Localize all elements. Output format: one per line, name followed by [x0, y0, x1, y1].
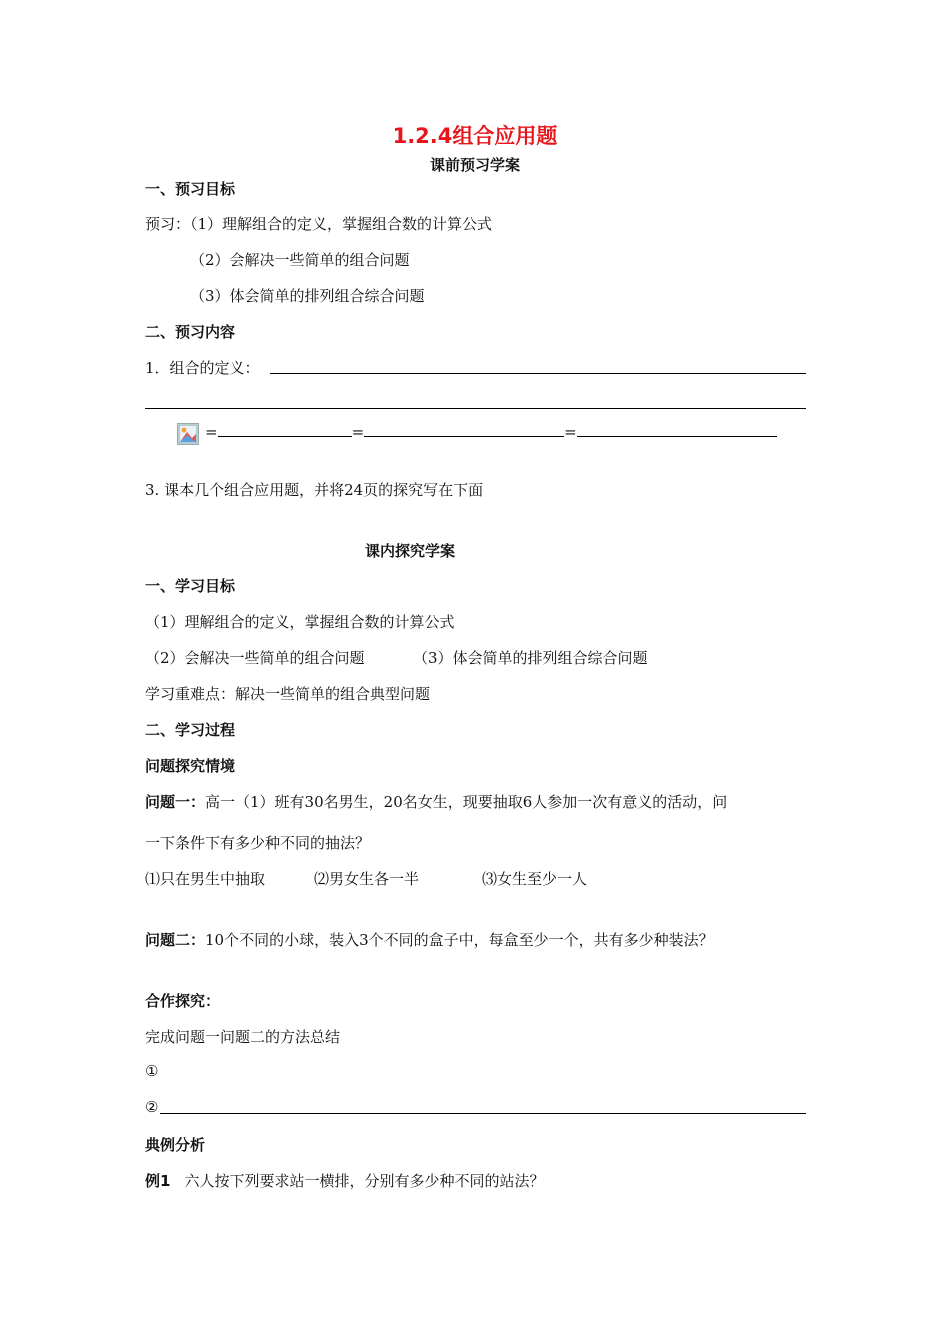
equals-sign: = [351, 423, 365, 441]
question-1-text-cont: 一下条件下有多少种不同的抽法？ [145, 834, 371, 852]
question-1-text: 高一（1）班有30名男生，20名女生，现要抽取6人参加一次有意义的活动，问 [205, 793, 728, 811]
examples-heading: 典例分析 [145, 1136, 206, 1154]
preview-goal-3: （3）体会简单的排列组合综合问题 [190, 287, 425, 305]
question-2-label: 问题二： [145, 931, 206, 949]
summary-prompt: 完成问题一问题二的方法总结 [145, 1028, 341, 1046]
page-title: 1.2.4组合应用题 [392, 124, 558, 148]
preview-item-1: 1．组合的定义： [145, 359, 260, 377]
question-1 [145, 791, 727, 812]
formula-line [205, 422, 777, 441]
formula-image-icon [177, 423, 199, 445]
fill-blank [577, 422, 777, 437]
lesson-goal-3: （3）体会简单的排列组合综合问题 [413, 649, 648, 667]
lesson-section-goals: 一、学习目标 [145, 577, 236, 595]
lesson-goal-2: （2）会解决一些简单的组合问题 [145, 649, 365, 667]
question-1-option-c: ⑶女生至少一人 [482, 870, 588, 888]
preview-goal-2: （2）会解决一些简单的组合问题 [190, 251, 410, 269]
lesson-section-process: 二、学习过程 [145, 721, 236, 739]
fill-blank-line [160, 1113, 806, 1114]
lesson-focus: 学习重难点：解决一些简单的组合典型问题 [145, 685, 431, 703]
equals-sign: = [205, 423, 218, 441]
preview-section-content: 二、预习内容 [145, 323, 236, 341]
summary-item-2: ② [145, 1098, 159, 1116]
question-1-label: 问题一： [145, 793, 206, 811]
preview-item-3: 3. 课本几个组合应用题，并将24页的探究写在下面 [145, 481, 484, 499]
example-1-label: 例1 [145, 1172, 171, 1190]
fill-blank [218, 422, 352, 437]
equals-sign: = [564, 423, 577, 441]
question-2-text: 10个不同的小球，装入3个不同的盒子中，每盒至少一个，共有多少种装法？ [205, 931, 714, 949]
fill-blank-line [270, 373, 806, 374]
fill-blank-line [145, 408, 806, 409]
example-1 [145, 1170, 544, 1191]
question-1-option-a: ⑴只在男生中抽取 [145, 870, 266, 888]
question-1-option-b: ⑵男女生各一半 [314, 870, 420, 888]
fill-blank [364, 422, 564, 437]
question-2 [145, 929, 714, 950]
cooperation-heading: 合作探究： [145, 992, 221, 1010]
preview-heading: 课前预习学案 [429, 156, 520, 174]
scenario-heading: 问题探究情境 [145, 757, 236, 775]
lesson-heading: 课内探究学案 [364, 542, 455, 560]
lesson-goal-1: （1）理解组合的定义，掌握组合数的计算公式 [145, 613, 455, 631]
summary-item-1: ① [145, 1062, 159, 1080]
preview-section-goals: 一、预习目标 [145, 180, 236, 198]
preview-goal-1: 预习：（1）理解组合的定义，掌握组合数的计算公式 [145, 215, 493, 233]
example-1-text: 六人按下列要求站一横排，分别有多少种不同的站法？ [184, 1172, 545, 1190]
